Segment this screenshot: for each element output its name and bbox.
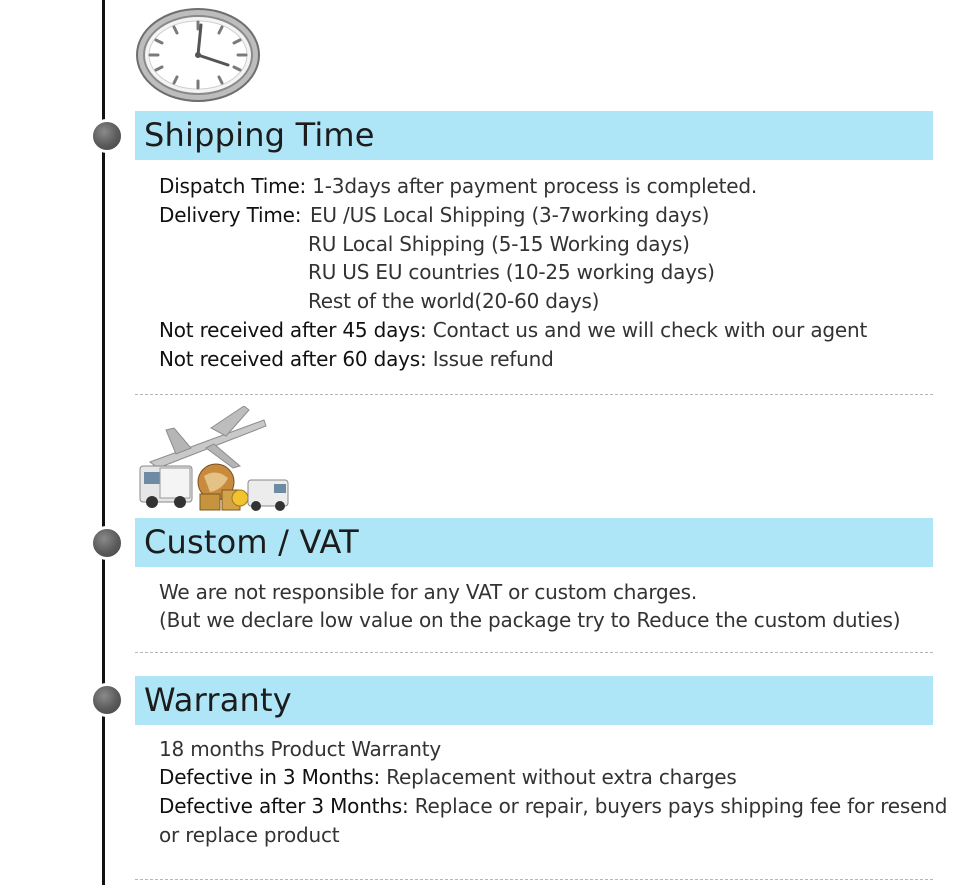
nr45-label: Not received after 45 days: [159,318,427,342]
clock-icon [134,8,262,106]
logistics-image [136,406,292,512]
section-bullet [90,119,124,153]
defafter-label: Defective after 3 Months: [159,794,409,818]
defafter-value: Replace or repair, buyers pays shipping fee for resend [414,794,948,818]
def3-value: Replacement without extra charges [386,765,737,789]
custom-line: We are not responsible for any VAT or custom charges. [159,580,697,604]
divider [135,652,933,653]
warranty-title: Warranty [144,681,292,719]
delivery-line: RU Local Shipping (5-15 Working days) [308,232,690,256]
delivery-line: Rest of the world(20-60 days) [308,289,600,313]
dispatch-label: Dispatch Time: [159,174,307,198]
not-received-45-row [159,316,867,344]
shipping-header [135,111,933,160]
dispatch-value: 1-3days after payment process is completed. [312,174,758,198]
defective-after-row [159,792,947,820]
warranty-line: 18 months Product Warranty [159,737,442,761]
custom-line: (But we declare low value on the package try to Reduce the custom duties) [159,608,901,632]
dispatch-row [159,172,757,200]
defective-3-row [159,763,737,791]
shipping-title: Shipping Time [144,116,375,154]
delivery-label: Delivery Time: [159,203,302,227]
warranty-header [135,676,933,725]
divider [135,394,933,395]
not-received-60-row [159,345,554,373]
delivery-line: EU /US Local Shipping (3-7working days) [310,203,710,227]
def3-label: Defective in 3 Months: [159,765,381,789]
nr60-value: Issue refund [432,347,554,371]
custom-title: Custom / VAT [144,523,359,561]
section-bullet [90,526,124,560]
divider [135,879,933,880]
defective-after-cont: or replace product [159,823,340,847]
custom-header [135,518,933,567]
delivery-line: RU US EU countries (10-25 working days) [308,260,715,284]
section-bullet [90,683,124,717]
nr60-label: Not received after 60 days: [159,347,427,371]
nr45-value: Contact us and we will check with our agent [432,318,868,342]
